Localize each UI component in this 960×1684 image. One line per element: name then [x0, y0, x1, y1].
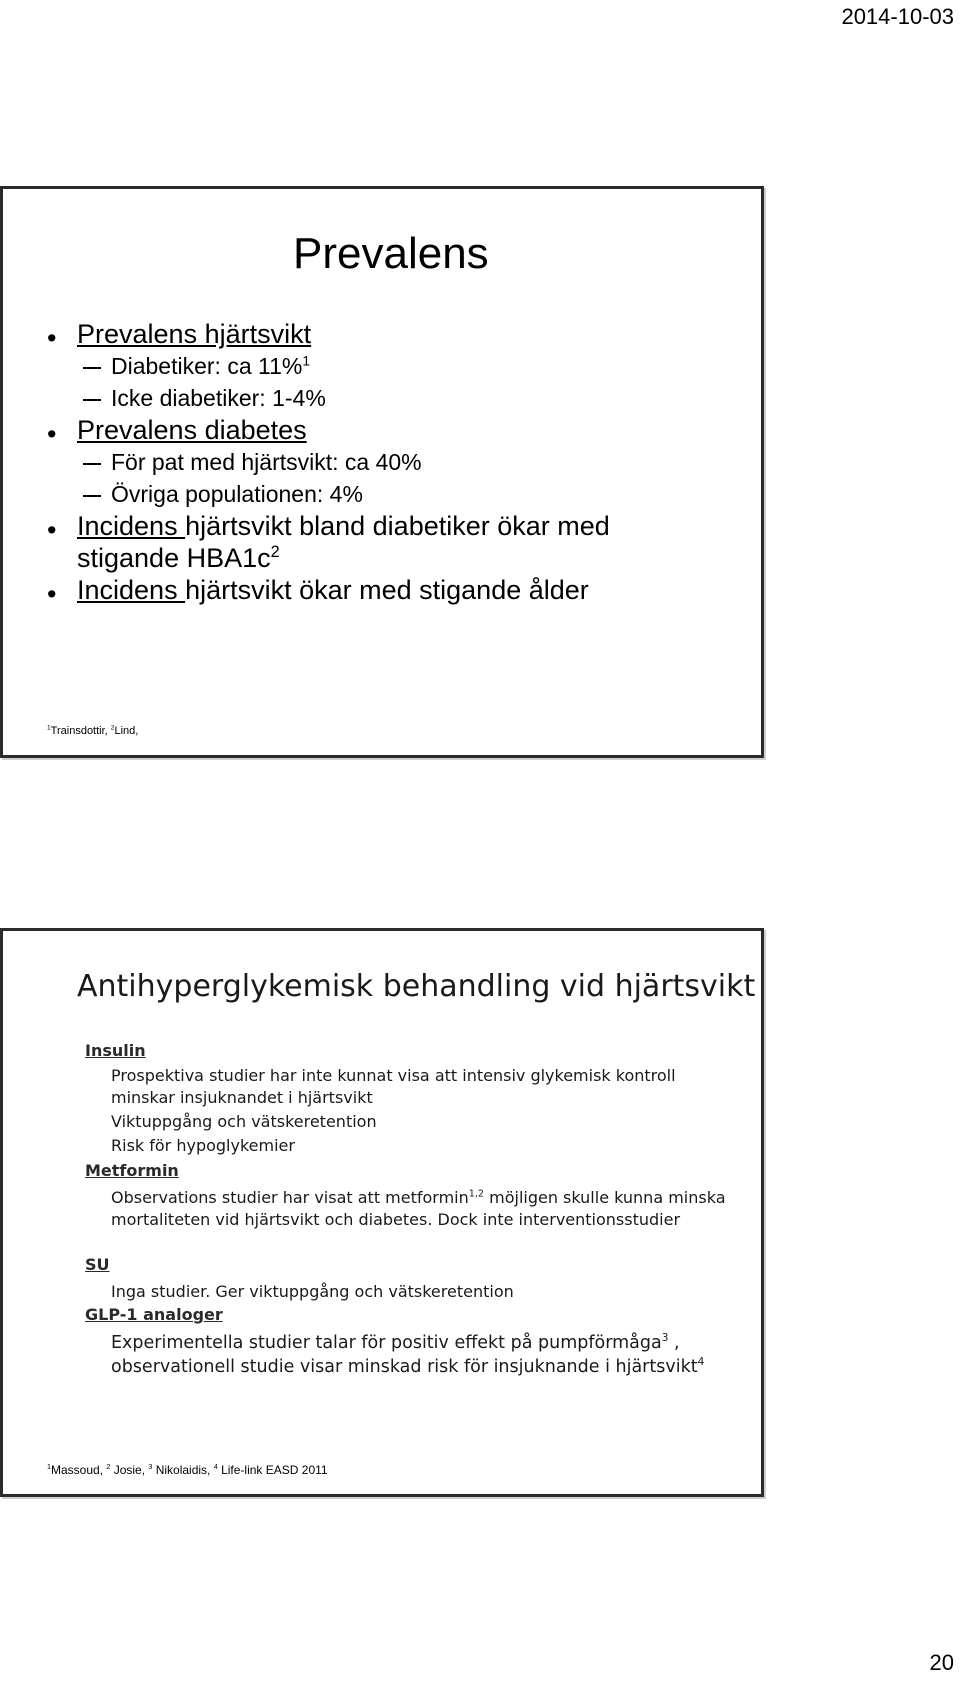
sup-ref: 4 — [697, 1356, 705, 1369]
dash-marker — [83, 367, 101, 369]
slide-prevalens — [0, 186, 764, 758]
heading-su — [85, 1255, 110, 1274]
sup-ref: 4 — [213, 1462, 218, 1471]
heading-metformin — [85, 1161, 179, 1180]
su-text: Inga studier. Ger viktuppgång och vätskeretention — [111, 1282, 514, 1301]
para-text: möjligen skulle kunna minska mortaliteten vid hjärtsvikt och diabetes. Dock inte interventionsstudier — [111, 1188, 726, 1229]
ref-text: Trainsdottir, — [50, 725, 111, 737]
bullet-incidens-hba1c — [77, 511, 610, 542]
ref-text: Massoud, — [51, 1463, 107, 1477]
insulin-text-1: Prospektiva studier har inte kunnat visa att intensiv glykemisk kontroll minskar insjuknandet i hjärtsvikt — [111, 1066, 676, 1107]
sub-text: Diabetiker: ca 11% — [111, 353, 303, 379]
header-date: 2014-10-03 — [841, 4, 954, 29]
heading-text: SU — [85, 1255, 110, 1274]
sup-ref: 2 — [270, 543, 280, 561]
insulin-text-3: Risk för hypoglykemier — [111, 1136, 295, 1155]
bullet-incidens-hba1c-line2 — [77, 543, 280, 574]
ref-text: Josie, — [110, 1463, 149, 1477]
bullet-text: Prevalens diabetes — [77, 415, 307, 445]
sup-ref: 3 — [148, 1462, 153, 1471]
ref-text: Nikolaidis, — [152, 1463, 214, 1477]
sub-for-pat: För pat med hjärtsvikt: ca 40% — [111, 449, 422, 475]
bullet-dot: • — [47, 419, 57, 449]
sup-ref: 2 — [106, 1462, 111, 1471]
bullet-prevalens-diabetes — [77, 415, 307, 446]
slide-references — [47, 725, 138, 737]
bullet-text: stigande HBA1c — [77, 543, 271, 573]
para-text: Experimentella studier talar för positiv effekt på pumpförmåga — [111, 1333, 662, 1353]
dash-marker — [83, 495, 101, 497]
bullet-text: hjärtsvikt ökar med stigande ålder — [185, 575, 589, 605]
slide-title: Prevalens — [293, 229, 489, 278]
bullet-dot: • — [47, 323, 57, 353]
sup-ref: 1,2 — [468, 1188, 485, 1200]
bullet-incidens-alder — [77, 575, 589, 606]
dash-marker — [83, 463, 101, 465]
bullet-prevalens-hjartsvikt — [77, 319, 311, 350]
sup-ref: 2 — [110, 724, 115, 732]
heading-glp1 — [85, 1305, 223, 1324]
para-text: , observationell studie visar minskad risk för insjuknande i hjärtsvikt — [111, 1333, 698, 1377]
underlined-text: Incidens — [77, 511, 186, 541]
metformin-text — [111, 1187, 731, 1231]
heading-insulin — [85, 1041, 146, 1060]
heading-text: Metformin — [85, 1161, 179, 1180]
slide-antihyperglykemisk — [0, 928, 764, 1497]
bullet-dot: • — [47, 579, 57, 609]
heading-text: GLP-1 analoger — [85, 1305, 223, 1324]
sub-ovriga: Övriga populationen: 4% — [111, 481, 363, 507]
sub-icke-diabetiker: Icke diabetiker: 1-4% — [111, 385, 326, 411]
underlined-text: Incidens — [77, 575, 186, 605]
insulin-text-2: Viktuppgång och vätskeretention — [111, 1112, 377, 1131]
heading-text: Insulin — [85, 1041, 146, 1060]
bullet-text: hjärtsvikt bland diabetiker ökar med — [185, 511, 610, 541]
sub-diabetiker — [111, 353, 310, 380]
ref-text: Life-link EASD 2011 — [217, 1463, 328, 1477]
bullet-dot: • — [47, 515, 57, 545]
sup-ref: 1 — [47, 1462, 51, 1471]
page-number: 20 — [929, 1650, 954, 1675]
sup-ref: 1 — [302, 353, 311, 369]
bullet-text: Prevalens hjärtsvikt — [77, 319, 312, 349]
glp1-text — [111, 1331, 731, 1379]
slide-title: Antihyperglykemisk behandling vid hjärtsvikt — [77, 969, 756, 1004]
ref-text: Lind, — [114, 725, 139, 737]
sup-ref: 1 — [47, 724, 51, 732]
para-text: Observations studier har visat att metformin — [111, 1188, 469, 1207]
slide-references — [47, 1463, 328, 1477]
dash-marker — [83, 399, 101, 401]
sup-ref: 3 — [661, 1332, 669, 1345]
